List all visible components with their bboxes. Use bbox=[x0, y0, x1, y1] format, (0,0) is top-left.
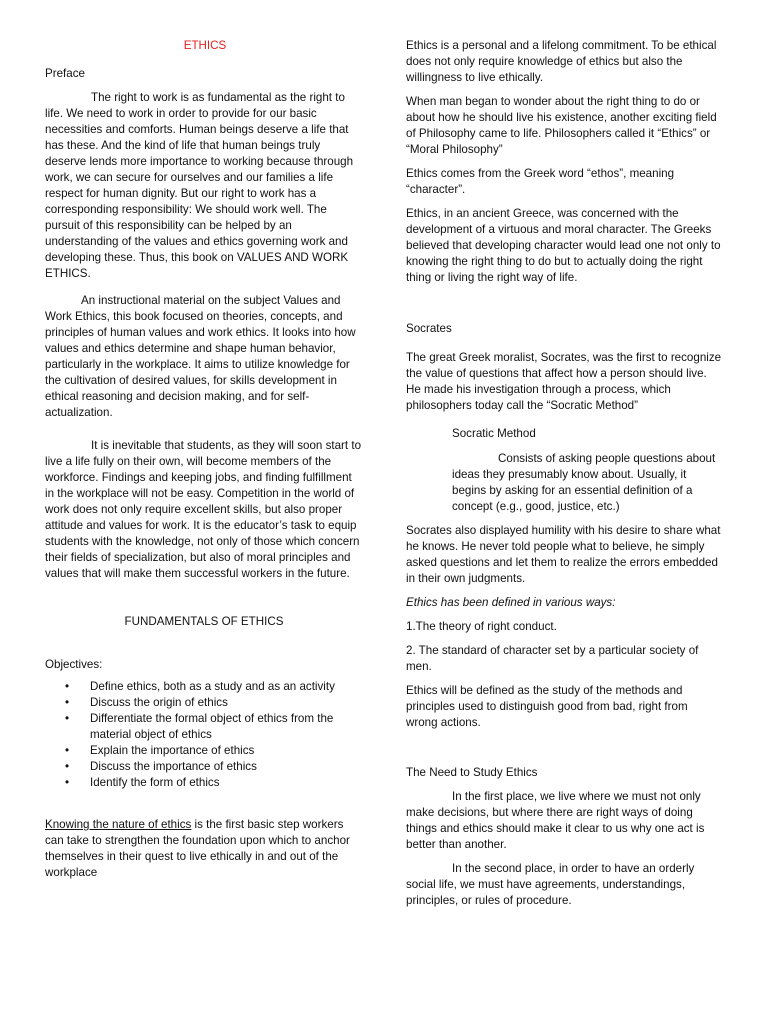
objective-text: Explain the importance of ethics bbox=[90, 744, 255, 757]
socrates-heading: Socrates bbox=[406, 322, 452, 335]
need-paragraph-2: In the second place, in order to have an orderly social life, we must have agreements, understandings, principles, or rules of procedure. bbox=[406, 862, 695, 907]
humility-paragraph: Socrates also displayed humility with his desire to share what he knows. He never told people what to believe, he simply asked questions and let them to realize the errors embedded in their own judgments. bbox=[406, 524, 721, 585]
greece-paragraph: Ethics, in an ancient Greece, was concerned with the development of a virtuous and moral character. The Greeks believed that developing character would lead one not only to knowing the right thing to do but to actually doing the right thing or living the right way of life. bbox=[406, 207, 721, 284]
socratic-method-heading: Socratic Method bbox=[452, 427, 536, 440]
definition-item-1: 1.The theory of right conduct. bbox=[406, 620, 557, 633]
bullet-icon: • bbox=[65, 744, 70, 757]
closing-paragraph bbox=[45, 817, 363, 881]
list-item bbox=[45, 711, 363, 743]
defined-ways-heading: Ethics has been defined in various ways: bbox=[406, 596, 616, 609]
origin-paragraph: When man began to wonder about the right thing to do or about how he should live his existence, another exciting field of Philosophy came to life. Philosophers called it “Ethics” or “Moral Philosophy” bbox=[406, 95, 717, 156]
socrates-paragraph: The great Greek moralist, Socrates, was the first to recognize the value of questions that affect how a person should live. He made his investigation through a process, which philosophers today call the “Socratic Method” bbox=[406, 351, 722, 412]
socratic-method-definition bbox=[406, 451, 722, 515]
bullet-icon: • bbox=[65, 776, 70, 789]
underlined-phrase: Knowing the nature of ethics bbox=[45, 818, 192, 831]
objective-text: Discuss the origin of ethics bbox=[90, 696, 228, 709]
list-item bbox=[45, 775, 363, 791]
defined-as-paragraph: Ethics will be defined as the study of the methods and principles used to distinguish good from bad, right from wrong actions. bbox=[406, 684, 688, 729]
preface-paragraph-2: An instructional material on the subject Values and Work Ethics, this book focused on theories, concepts, and principles of human values and work ethics. It looks into how values and ethics determine and shape human behavior, particularly in the workplace. It aims to utilize knowledge for the cultivation of desired values, for skills development in ethical reasoning and decision making, and for self-actualization. bbox=[45, 294, 356, 419]
objective-text: Differentiate the formal object of ethics from the material object of ethics bbox=[90, 712, 334, 741]
list-item bbox=[45, 695, 363, 711]
right-column bbox=[406, 38, 722, 909]
document-title: ETHICS bbox=[183, 39, 227, 52]
closing-text: is the first basic step workers can take to strengthen the foundation upon which to anchor themselves in their quest to live ethically in and out of the workplace bbox=[45, 818, 350, 879]
preface-paragraph-3: It is inevitable that students, as they will soon start to live a life fully on their own, will become members of the workforce. Findings and keeping jobs, and finding fulfillment in the workplace will not be easy. Competition in the world of work does not only require excellent skills, but also proper attitude and values for work. It is the educator’s task to equip students with the knowledge, not only of those which concern their fields of specialization, but also of moral principles and values that will make them successful workers in the future. bbox=[45, 439, 362, 580]
objective-text: Define ethics, both as a study and as an activity bbox=[90, 680, 335, 693]
objective-text: Discuss the importance of ethics bbox=[90, 760, 257, 773]
list-item bbox=[45, 743, 363, 759]
preface-heading: Preface bbox=[45, 67, 85, 80]
etymology-paragraph: Ethics comes from the Greek word “ethos”, meaning “character”. bbox=[406, 167, 675, 196]
objectives-list bbox=[45, 679, 363, 791]
preface-paragraph-1: The right to work is as fundamental as the right to life. We need to work in order to provide for our basic necessities and comforts. Human beings deserve a life that has these. And the kind of life that human beings truly deserve lends more importance to working because through work, we can secure for ourselves and our families a life respect for human dignity. But our right to work has a corresponding responsibility: We should work well. The pursuit of this responsibility can be helped by an understanding of the values and ethics governing work and developing these. Thus, this book on VALUES AND WORK ETHICS. bbox=[45, 91, 354, 280]
list-item bbox=[45, 679, 363, 695]
list-item bbox=[45, 759, 363, 775]
need-paragraph-1: In the first place, we live where we must not only make decisions, but where there are right ways of doing things and ethics should make it clear to us why one act is better than another. bbox=[406, 790, 705, 851]
definition-item-2: 2. The standard of character set by a particular society of men. bbox=[406, 644, 699, 673]
bullet-icon: • bbox=[65, 712, 70, 725]
bullet-icon: • bbox=[65, 680, 70, 693]
need-to-study-heading: The Need to Study Ethics bbox=[406, 766, 538, 779]
objectives-heading: Objectives: bbox=[45, 658, 103, 671]
bullet-icon: • bbox=[65, 760, 70, 773]
left-column bbox=[45, 38, 363, 881]
bullet-icon: • bbox=[65, 696, 70, 709]
section-heading-fundamentals: FUNDAMENTALS OF ETHICS bbox=[124, 615, 284, 628]
objective-text: Identify the form of ethics bbox=[90, 776, 220, 789]
commitment-paragraph: Ethics is a personal and a lifelong commitment. To be ethical does not only require knowledge of ethics but also the willingness to live ethically. bbox=[406, 39, 717, 84]
definition-text: Consists of asking people questions about ideas they presumably know about. Usually, it begins by asking for an essential definition of a concept (e.g., good, justice, etc.) bbox=[452, 452, 716, 513]
